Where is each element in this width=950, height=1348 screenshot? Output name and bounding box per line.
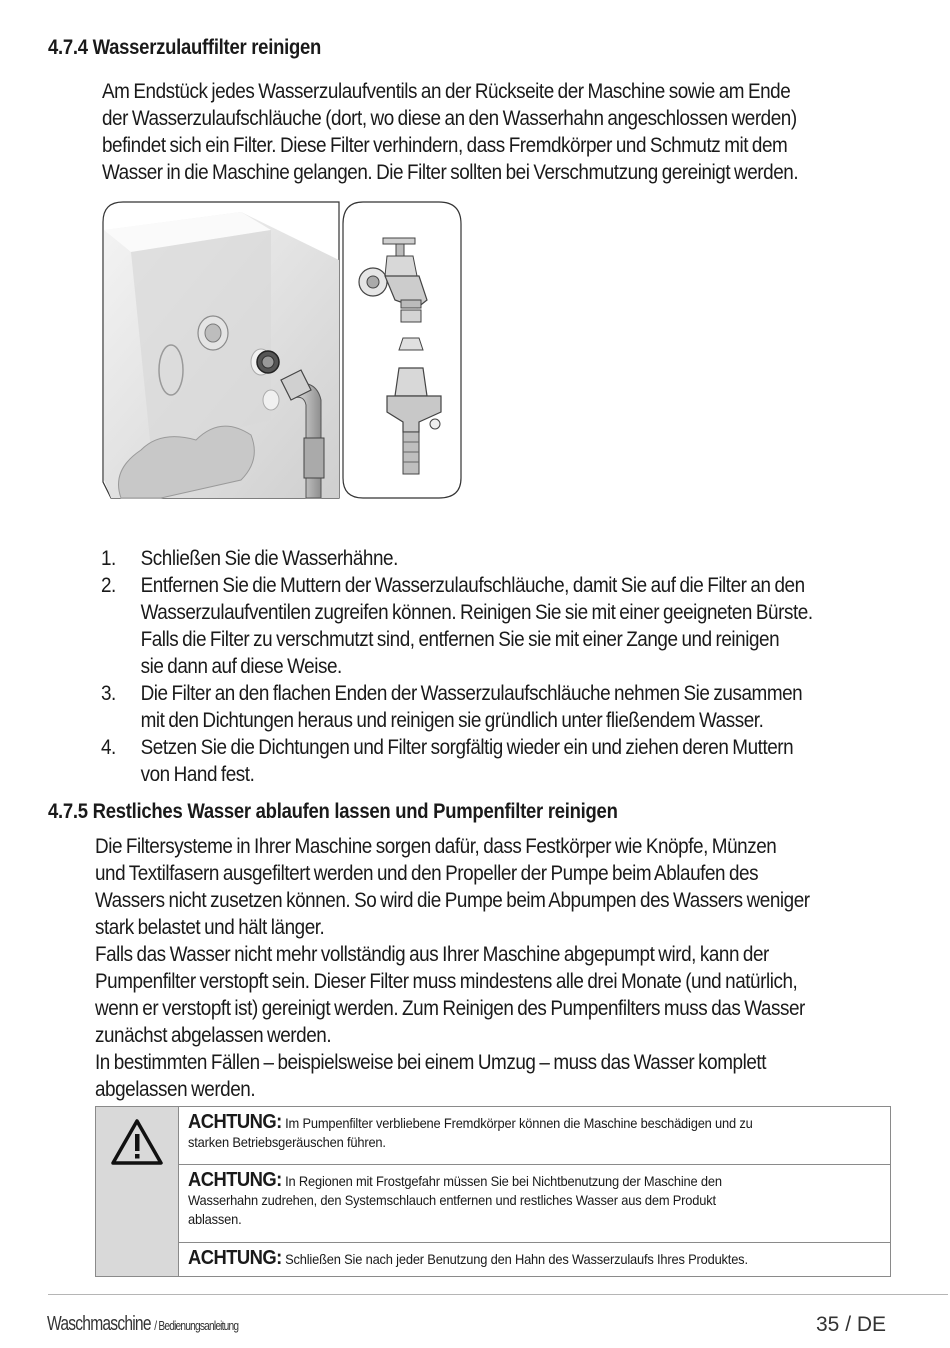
body-line: Wassers nicht zusetzen können. So wird die Pumpe beim Abpumpen des Wassers weniger bbox=[95, 889, 810, 912]
warning-box bbox=[95, 1106, 891, 1277]
step-line: Setzen Sie die Dichtungen und Filter sorgfältig wieder ein und ziehen deren Muttern bbox=[140, 736, 794, 759]
step-line: Wasserzulaufventilen zugreifen können. Reinigen Sie sie mit einer geeigneten Bürste. bbox=[140, 601, 813, 624]
step-item bbox=[101, 680, 813, 734]
step-line: sie dann auf diese Weise. bbox=[140, 655, 342, 678]
warning-item bbox=[179, 1165, 890, 1243]
section-heading-474: 4.7.4 Wasserzulauffilter reinigen bbox=[48, 36, 322, 59]
body-line: zunächst abgelassen werden. bbox=[95, 1024, 332, 1047]
warning-item bbox=[179, 1243, 890, 1276]
body-line: wenn er verstopft ist) gereinigt werden. Zum Reinigen des Pumpenfilters muss das Wasser bbox=[95, 997, 805, 1020]
machine-back-inlet-icon bbox=[103, 202, 339, 498]
intro-line: Am Endstück jedes Wasserzulaufventils an der Rückseite der Maschine sowie am Ende bbox=[102, 80, 791, 103]
body-line: Die Filtersysteme in Ihrer Maschine sorgen dafür, dass Festkörper wie Knöpfe, Münzen bbox=[95, 835, 777, 858]
step-number: 1. bbox=[101, 547, 116, 570]
warning-label: ACHTUNG: bbox=[188, 1247, 282, 1269]
step-item bbox=[101, 734, 813, 788]
step-line: von Hand fest. bbox=[140, 763, 255, 786]
footer-product bbox=[47, 1313, 238, 1336]
footer-doc-type: / Bedienungsanleitung bbox=[154, 1318, 239, 1333]
warning-text: starken Betriebsgeräuschen führen. bbox=[188, 1134, 386, 1150]
step-line: Falls die Filter zu verschmutzt sind, entfernen Sie sie mit einer Zange und reinigen bbox=[140, 628, 780, 651]
intro-line: Wasser in die Maschine gelangen. Die Filter sollten bei Verschmutzung gereinigt werden. bbox=[102, 161, 799, 184]
body-line: und Textilfasern ausgefiltert werden und den Propeller der Pumpe beim Ablaufen des bbox=[95, 862, 759, 885]
step-line: Schließen Sie die Wasserhähne. bbox=[140, 547, 398, 570]
section-474-intro bbox=[102, 78, 798, 186]
warning-text: Wasserhahn zudrehen, den Systemschlauch entfernen und restliches Wasser aus dem Produkt bbox=[188, 1192, 716, 1208]
step-item bbox=[101, 572, 813, 680]
footer-divider bbox=[48, 1294, 948, 1295]
step-number: 4. bbox=[101, 736, 116, 759]
warning-label: ACHTUNG: bbox=[188, 1169, 282, 1191]
warning-text: Schließen Sie nach jeder Benutzung den Hahn des Wasserzulaufs Ihres Produktes. bbox=[285, 1251, 748, 1267]
body-line: abgelassen werden. bbox=[95, 1078, 256, 1101]
cleaning-steps bbox=[101, 545, 813, 788]
section-heading-475: 4.7.5 Restliches Wasser ablaufen lassen und Pumpenfilter reinigen bbox=[48, 800, 618, 823]
step-line: mit den Dichtungen heraus und reinigen sie gründlich unter fließendem Wasser. bbox=[140, 709, 764, 732]
inlet-filter-figure bbox=[101, 200, 463, 500]
warning-icon-cell bbox=[96, 1107, 179, 1276]
body-line: Falls das Wasser nicht mehr vollständig aus Ihrer Maschine abgepumpt wird, kann der bbox=[95, 943, 769, 966]
body-line: Pumpenfilter verstopft sein. Dieser Filter muss mindestens alle drei Monate (und natürlich, bbox=[95, 970, 798, 993]
page-number: 35 / DE bbox=[816, 1313, 887, 1336]
warning-triangle-icon bbox=[110, 1117, 164, 1167]
tap-hose-filter-icon bbox=[343, 202, 461, 498]
step-item bbox=[101, 545, 813, 572]
intro-line: befindet sich ein Filter. Diese Filter verhindern, dass Fremdkörper und Schmutz mit dem bbox=[102, 134, 788, 157]
body-line: stark belastet und hält länger. bbox=[95, 916, 325, 939]
step-number: 2. bbox=[101, 574, 116, 597]
step-line: Entfernen Sie die Muttern der Wasserzulaufschläuche, damit Sie auf die Filter an den bbox=[140, 574, 805, 597]
section-475-body bbox=[95, 833, 810, 1103]
warning-item bbox=[179, 1107, 890, 1165]
warning-text: In Regionen mit Frostgefahr müssen Sie bei Nichtbenutzung der Maschine den bbox=[285, 1173, 722, 1189]
footer-product-name: Waschmaschine bbox=[47, 1313, 151, 1335]
body-line: In bestimmten Fällen – beispielsweise bei einem Umzug – muss das Wasser komplett bbox=[95, 1051, 767, 1074]
warning-text: Im Pumpenfilter verbliebene Fremdkörper können die Maschine beschädigen und zu bbox=[285, 1115, 753, 1131]
step-number: 3. bbox=[101, 682, 116, 705]
warning-text: ablassen. bbox=[188, 1211, 242, 1227]
step-line: Die Filter an den flachen Enden der Wasserzulaufschläuche nehmen Sie zusammen bbox=[140, 682, 803, 705]
warning-list bbox=[179, 1107, 890, 1276]
warning-label: ACHTUNG: bbox=[188, 1111, 282, 1133]
intro-line: der Wasserzulaufschläuche (dort, wo diese an den Wasserhahn angeschlossen werden) bbox=[102, 107, 797, 130]
